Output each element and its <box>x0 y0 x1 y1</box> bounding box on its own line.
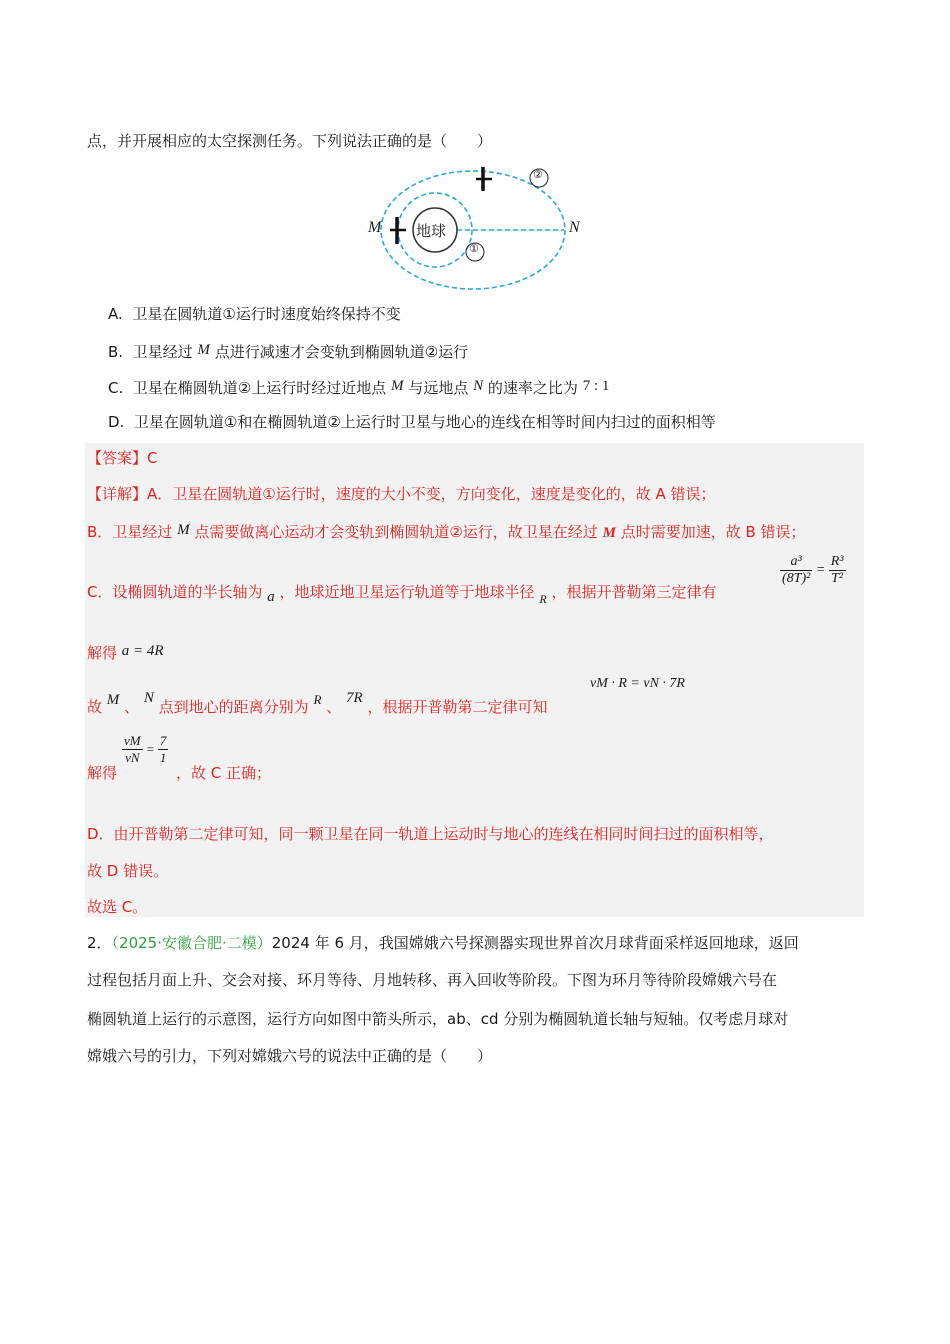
figure-label-n: N <box>569 219 580 236</box>
answer-panel <box>85 443 864 917</box>
detail-text: ，根据开普勒第二定律可知 <box>367 698 548 716</box>
question2-line3: 椭圆轨道上运行的示意图，运行方向如图中箭头所示，ab、cd 分别为椭圆轨道长轴与短轴。仅考虑月球对 <box>87 1010 789 1028</box>
var-7r: 7R <box>346 690 363 706</box>
detail-label: 【详解】 <box>87 485 148 503</box>
detail-text: B．卫星经过 <box>87 523 173 541</box>
question-stem: 点，并开展相应的太空探测任务。下列说法正确的是（ ） <box>87 132 493 150</box>
option-text: 点进行减速才会变轨到椭圆轨道②运行 <box>214 343 469 361</box>
var-r: R <box>313 692 322 707</box>
detail-text: 点时需要加速，故 B 错误； <box>620 523 806 541</box>
var-m: M <box>177 522 190 538</box>
option-key: D. <box>108 413 125 431</box>
option-key: B. <box>108 343 124 361</box>
figure-label-m: M <box>368 219 382 236</box>
question2-line4: 嫦娥六号的引力，下列对嫦娥六号的说法中正确的是（ ） <box>87 1047 493 1065</box>
solve-post-2: ，故 C 正确； <box>176 764 272 782</box>
var-m: M <box>391 378 404 394</box>
option-text: 卫星在圆轨道①和在椭圆轨道②上运行时卫星与地心的连线在相等时间内扫过的面积相等 <box>133 413 716 431</box>
question2-line1 <box>87 933 799 953</box>
question-number: 2． <box>87 934 112 952</box>
question2-line2: 过程包括月面上升、交会对接、环月等待、月地转移、再入回收等阶段。下图为环月等待阶段嫦娥六号在 <box>87 971 778 989</box>
orbit-figure <box>360 162 600 302</box>
var-r: R <box>539 592 547 606</box>
detail-text: 解得 <box>87 644 118 662</box>
detail-text: 、 <box>326 698 342 716</box>
satellite-icon-m <box>390 217 406 244</box>
var-a: a <box>267 589 275 605</box>
option-text: 的速率之比为 <box>487 379 578 397</box>
figure-label-orbit1: ① <box>469 242 479 255</box>
kepler3-formula: $\frac{\text{a³}}{\text{(8T)²}}$ = $\frac{\text{R³}}{\text{T²}}$ <box>782 554 844 586</box>
equation: a = 4R <box>121 643 164 659</box>
detail-text: A．卫星在圆轨道①运行时，速度的大小不变，方向变化，速度是变化的，故 A 错误； <box>147 485 716 503</box>
option-text: 卫星在椭圆轨道②上运行时经过近地点 <box>132 379 387 397</box>
ratio-fraction-left: $\frac{vM}{vN}$ <box>124 733 141 765</box>
var-m: M <box>602 525 616 541</box>
detail-text: 点到地心的距离分别为 <box>158 698 309 716</box>
option-text: 与远地点 <box>408 379 469 397</box>
option-b <box>108 340 468 362</box>
question-source: （2025·安徽合肥·二模） <box>111 934 272 952</box>
detail-text: ，根据开普勒第三定律有 <box>551 583 717 601</box>
detail-text: ，地球近地卫星运行轨道等于地球半径 <box>279 583 535 601</box>
final-answer: 故选 C。 <box>87 898 148 916</box>
gu-line <box>87 688 547 717</box>
var-m: M <box>197 342 210 358</box>
var-n: N <box>143 690 154 706</box>
detail-line-d1: D．由开普勒第二定律可知，同一颗卫星在同一轨道上运动时与地心的连线在相同时间扫过的面积相等， <box>87 825 774 843</box>
ratio-formula: $\frac{vM}{vN}$ = $\frac{7}{1}$ <box>124 733 167 765</box>
solve-label-2: 解得 <box>87 764 118 782</box>
detail-text: 、 <box>124 698 140 716</box>
detail-line-d2: 故 D 错误。 <box>87 862 169 880</box>
ratio-fraction-right: $\frac{7}{1}$ <box>159 733 167 765</box>
solve-line-1 <box>87 641 164 663</box>
kepler3-fraction-right: $\frac{\text{R³}}{\text{T²}}$ <box>830 554 844 586</box>
detail-text: 点需要做离心运动才会变轨到椭圆轨道②运行，故卫星在经过 <box>194 523 598 541</box>
ratio-value: 7 : 1 <box>582 378 610 394</box>
detail-line-a <box>87 484 716 504</box>
figure-label-earth: 地球 <box>416 222 447 240</box>
kepler3-fraction-left: $\frac{\text{a³}}{\text{(8T)²}}$ <box>782 554 811 586</box>
detail-line-c <box>87 582 716 609</box>
answer-label: 【答案】C <box>87 449 158 467</box>
detail-line-b <box>87 520 806 543</box>
var-n: N <box>473 378 484 394</box>
figure-label-orbit2: ② <box>533 168 543 181</box>
detail-text: 故 <box>87 698 103 716</box>
option-d <box>108 412 716 432</box>
option-a <box>108 304 401 324</box>
detail-text: C．设椭圆轨道的半长轴为 <box>87 583 263 601</box>
option-text: 卫星在圆轨道①运行时速度始终保持不变 <box>132 305 401 323</box>
kepler2-formula: vM · R = vN · 7R <box>590 676 685 691</box>
option-key: A. <box>108 305 123 323</box>
question-text: 2024 年 6 月，我国嫦娥六号探测器实现世界首次月球背面采样返回地球，返回 <box>271 934 799 952</box>
option-c <box>108 376 609 398</box>
var-m: M <box>106 692 120 708</box>
option-text: 卫星经过 <box>132 343 193 361</box>
option-key: C. <box>108 379 124 397</box>
